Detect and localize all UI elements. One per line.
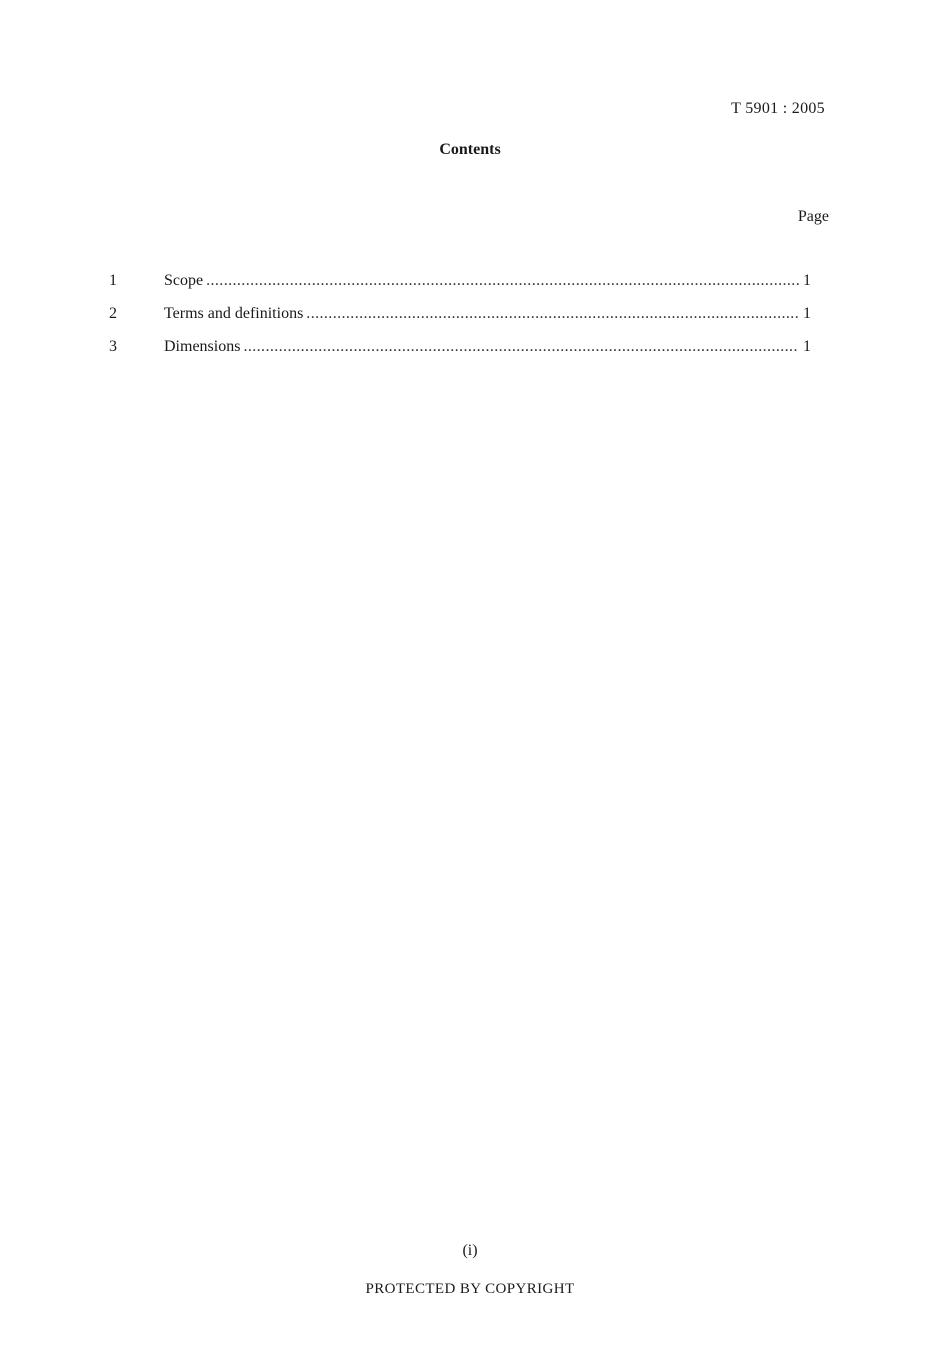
toc-entry-scope[interactable] <box>109 272 811 305</box>
toc-entry-page[interactable]: 1 <box>803 305 811 322</box>
table-of-contents <box>109 272 811 371</box>
toc-entry-page[interactable]: 1 <box>803 338 811 355</box>
toc-entry-title[interactable]: Terms and definitions <box>164 305 304 322</box>
dot-leader <box>206 272 799 290</box>
dot-leader <box>243 338 799 356</box>
contents-heading: Contents <box>439 141 501 158</box>
toc-entry-number: 2 <box>109 305 117 322</box>
toc-entry-number: 1 <box>109 272 117 289</box>
standard-number: T 5901 : 2005 <box>731 100 825 117</box>
toc-entry-number: 3 <box>109 338 117 355</box>
dot-leader <box>306 305 799 323</box>
toc-entry-page[interactable]: 1 <box>803 272 811 289</box>
toc-entry-dimensions[interactable] <box>109 338 811 371</box>
footer-page-number: (i) <box>462 1242 478 1259</box>
toc-entry-title[interactable]: Scope <box>164 272 204 289</box>
page-column-label: Page <box>797 208 829 225</box>
copyright-notice: PROTECTED BY COPYRIGHT <box>365 1281 575 1297</box>
toc-entry-title[interactable]: Dimensions <box>164 338 241 355</box>
toc-entry-terms-and-definitions[interactable] <box>109 305 811 338</box>
